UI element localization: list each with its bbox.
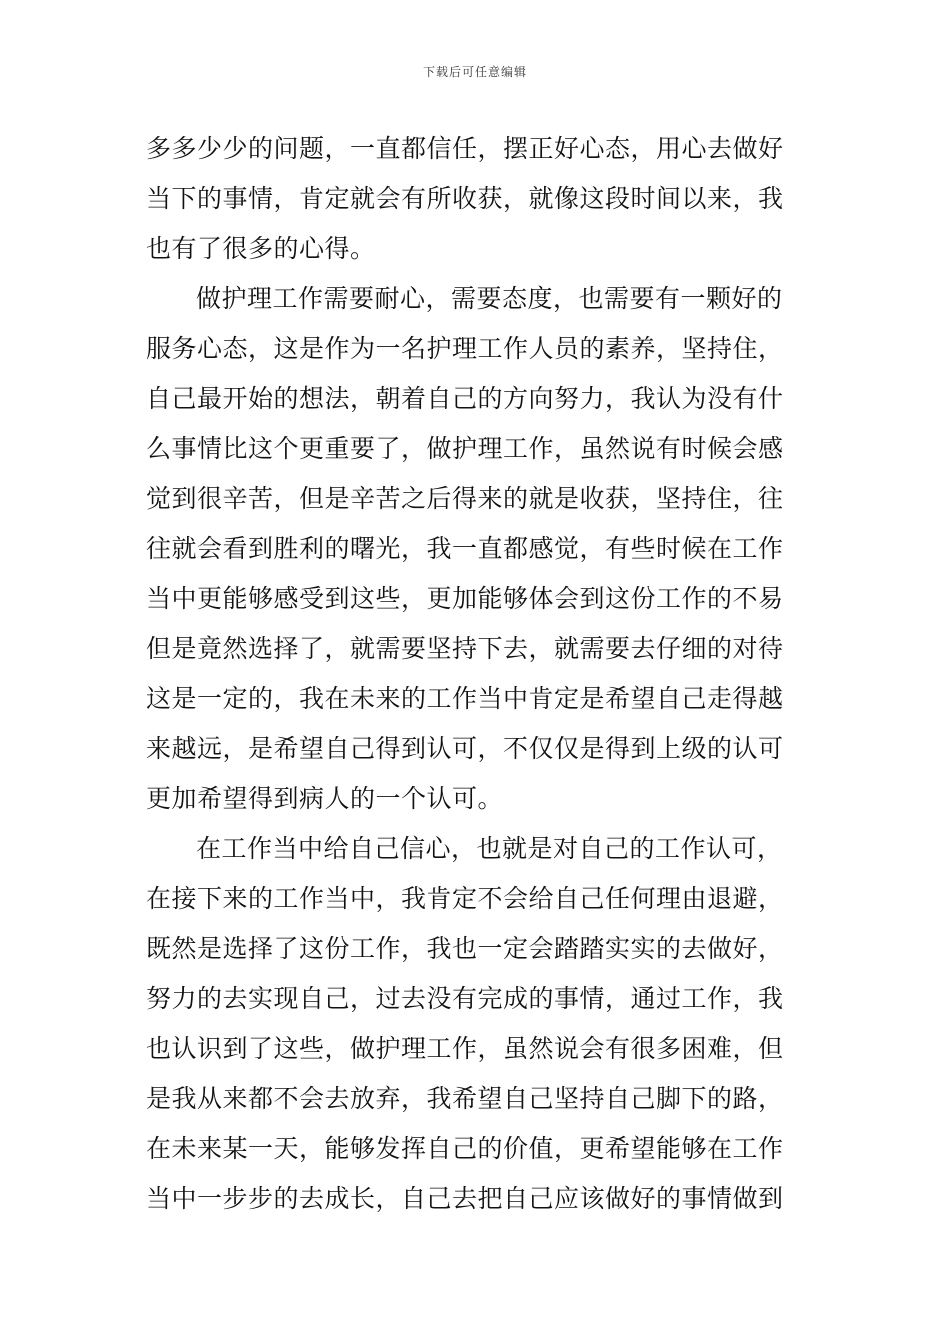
text-line: 在接下来的工作当中，我肯定不会给自己任何理由退避， bbox=[146, 884, 784, 913]
text-line: 当下的事情，肯定就会有所收获，就像这段时间以来，我 bbox=[146, 184, 784, 213]
text-line: 觉到很辛苦，但是辛苦之后得来的就是收获，坚持住，往 bbox=[146, 484, 784, 513]
text-line: 自己最开始的想法，朝着自己的方向努力，我认为没有什 bbox=[146, 384, 784, 413]
text-line: 也认识到了这些，做护理工作，虽然说会有很多困难，但 bbox=[146, 1034, 784, 1063]
text-line: 这是一定的，我在未来的工作当中肯定是希望自己走得越 bbox=[146, 684, 784, 713]
page-header: 下载后可任意编辑 bbox=[422, 65, 527, 79]
text-line: 但是竟然选择了，就需要坚持下去，就需要去仔细的对待 bbox=[146, 634, 784, 663]
text-line: 做护理工作需要耐心，需要态度，也需要有一颗好的 bbox=[196, 284, 783, 313]
text-line: 是我从来都不会去放弃，我希望自己坚持自己脚下的路， bbox=[146, 1084, 784, 1113]
text-line: 在未来某一天，能够发挥自己的价值，更希望能够在工作 bbox=[146, 1134, 784, 1163]
text-line: 当中更能够感受到这些，更加能够体会到这份工作的不易 bbox=[146, 584, 784, 613]
text-line: 在工作当中给自己信心，也就是对自己的工作认可， bbox=[196, 834, 783, 863]
text-line: 既然是选择了这份工作，我也一定会踏踏实实的去做好， bbox=[146, 934, 784, 963]
text-line: 努力的去实现自己，过去没有完成的事情，通过工作，我 bbox=[146, 984, 784, 1013]
text-line: 么事情比这个更重要了，做护理工作，虽然说有时候会感 bbox=[146, 434, 784, 463]
text-line: 服务心态，这是作为一名护理工作人员的素养，坚持住， bbox=[146, 334, 784, 363]
text-line: 多多少少的问题，一直都信任，摆正好心态，用心去做好 bbox=[146, 134, 784, 163]
body-text bbox=[146, 124, 806, 1224]
text-line: 也有了很多的心得。 bbox=[146, 234, 376, 263]
text-line: 当中一步步的去成长，自己去把自己应该做好的事情做到 bbox=[146, 1184, 784, 1213]
text-line: 来越远，是希望自己得到认可，不仅仅是得到上级的认可 bbox=[146, 734, 784, 763]
text-line: 往就会看到胜利的曙光，我一直都感觉，有些时候在工作 bbox=[146, 534, 784, 563]
text-line: 更加希望得到病人的一个认可。 bbox=[146, 784, 504, 813]
